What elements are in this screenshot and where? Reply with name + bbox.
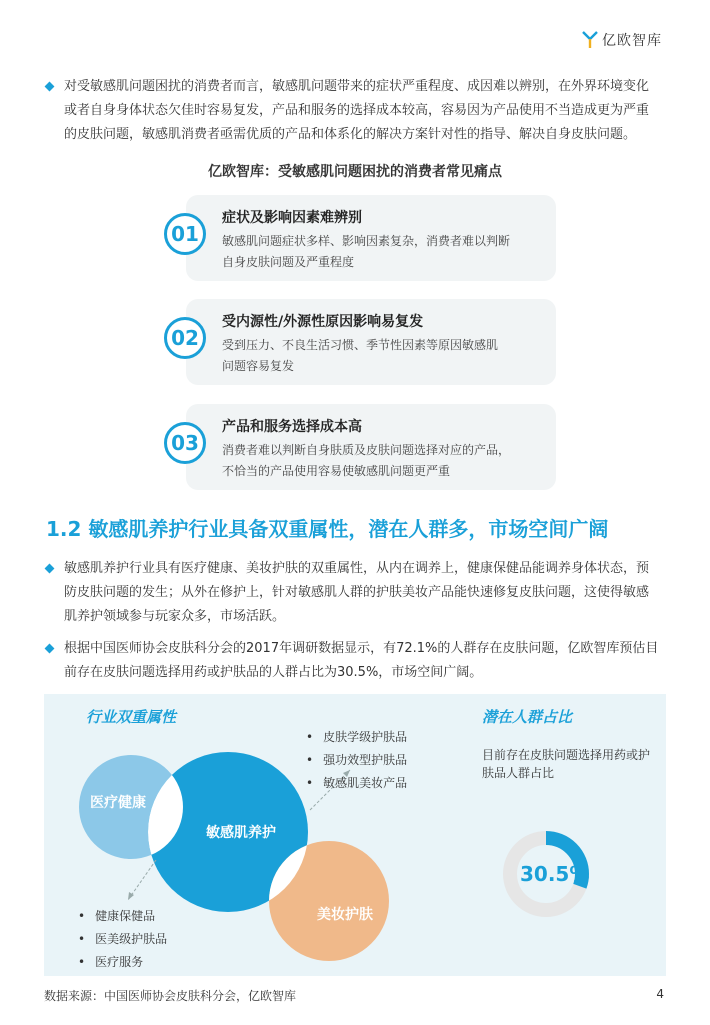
desc-line: 敏感肌问题症状多样、影响因素复杂，消费者难以判断 xyxy=(222,234,511,248)
list-item: • 皮肤学级护肤品 xyxy=(306,726,407,749)
desc-line: 自身皮肤问题及严重程度 xyxy=(222,255,355,269)
panel-title-left: 行业双重属性 xyxy=(86,708,177,726)
bottom-list xyxy=(78,905,167,974)
list-item: • 强功效型护肤品 xyxy=(306,749,407,772)
pain-card-title: 产品和服务选择成本高 xyxy=(222,419,362,435)
venn-label-center: 敏感肌养护 xyxy=(206,825,276,841)
para-line: 前存在皮肤问题选择用药或护肤品的人群占比为30.5%，市场空间广阔。 xyxy=(64,665,483,680)
intro-line: 对受敏感肌问题困扰的消费者而言，敏感肌问题带来的症状严重程度、成因难以辨别，在外界环境变化 xyxy=(64,79,650,94)
pain-card xyxy=(171,404,556,490)
para-line: 肌养护领域参与玩家众多，市场活跃。 xyxy=(64,609,286,624)
brand-name: 亿欧智库 xyxy=(602,33,662,49)
list-item: • 医美级护肤品 xyxy=(78,928,167,951)
pain-card xyxy=(171,195,556,281)
bullet-diamond xyxy=(45,564,55,574)
bullet-diamond xyxy=(45,644,55,654)
intro-paragraph xyxy=(64,75,670,147)
intro-line: 的皮肤问题，敏感肌消费者亟需优质的产品和体系化的解决方案针对性的指导、解决自身皮肤问题。 xyxy=(64,127,637,142)
pain-card-desc xyxy=(222,440,542,482)
data-source: 数据来源：中国医师协会皮肤科分会，亿欧智库 xyxy=(44,989,297,1003)
desc-line: 不恰当的产品使用容易使敏感肌问题更严重 xyxy=(222,464,451,478)
venn-label-left: 医疗健康 xyxy=(90,795,146,811)
top-list xyxy=(306,726,407,795)
logo-icon xyxy=(582,31,598,49)
pain-number-badge: 02 xyxy=(164,317,206,359)
pain-points-title: 亿欧智库：受敏感肌问题困扰的消费者常见痛点 xyxy=(208,164,502,180)
percentage-value: 30.5% xyxy=(520,862,590,886)
list-item: • 医疗服务 xyxy=(78,951,167,974)
desc-line: 消费者难以判断自身肤质及皮肤问题选择对应的产品， xyxy=(222,443,511,457)
intro-line: 或者自身身体状态欠佳时容易复发，产品和服务的选择成本较高，容易因为产品使用不当造成更为严重 xyxy=(64,103,650,118)
desc-line: 问题容易复发 xyxy=(222,359,295,373)
venn-label-right: 美妆护肤 xyxy=(317,907,373,923)
page-number: 4 xyxy=(656,987,664,1001)
desc-line: 受到压力、不良生活习惯、季节性因素等原因敏感肌 xyxy=(222,338,499,352)
pain-card-desc xyxy=(222,231,542,273)
list-item: • 健康保健品 xyxy=(78,905,167,928)
info-panel xyxy=(44,694,666,976)
pain-card xyxy=(171,299,556,385)
section-paragraph xyxy=(64,637,670,685)
pain-number-badge: 01 xyxy=(164,213,206,255)
percentage-description: 目前存在皮肤问题选择用药或护肤品人群占比 xyxy=(482,748,651,780)
section-heading: 1.2 敏感肌养护行业具备双重属性，潜在人群多，市场空间广阔 xyxy=(46,517,609,541)
pain-card-title: 症状及影响因素难辨别 xyxy=(222,210,362,226)
panel-title-right: 潜在人群占比 xyxy=(482,708,573,726)
para-line: 防皮肤问题的发生；从外在修护上，针对敏感肌人群的护肤美妆产品能快速修复皮肤问题，这使得敏感 xyxy=(64,585,650,600)
pain-card-title: 受内源性/外源性原因影响易复发 xyxy=(222,314,424,330)
pain-card-desc xyxy=(222,335,542,377)
bullet-diamond xyxy=(45,82,55,92)
list-item: • 敏感肌美妆产品 xyxy=(306,772,407,795)
pain-number-badge: 03 xyxy=(164,422,206,464)
section-paragraph xyxy=(64,557,670,629)
para-line: 敏感肌养护行业具有医疗健康、美妆护肤的双重属性，从内在调养上，健康保健品能调养身体状态，预 xyxy=(64,561,650,576)
para-line: 根据中国医师协会皮肤科分会的2017年调研数据显示，有72.1%的人群存在皮肤问题，亿欧智库预估目 xyxy=(64,641,659,656)
brand-logo xyxy=(582,30,662,50)
